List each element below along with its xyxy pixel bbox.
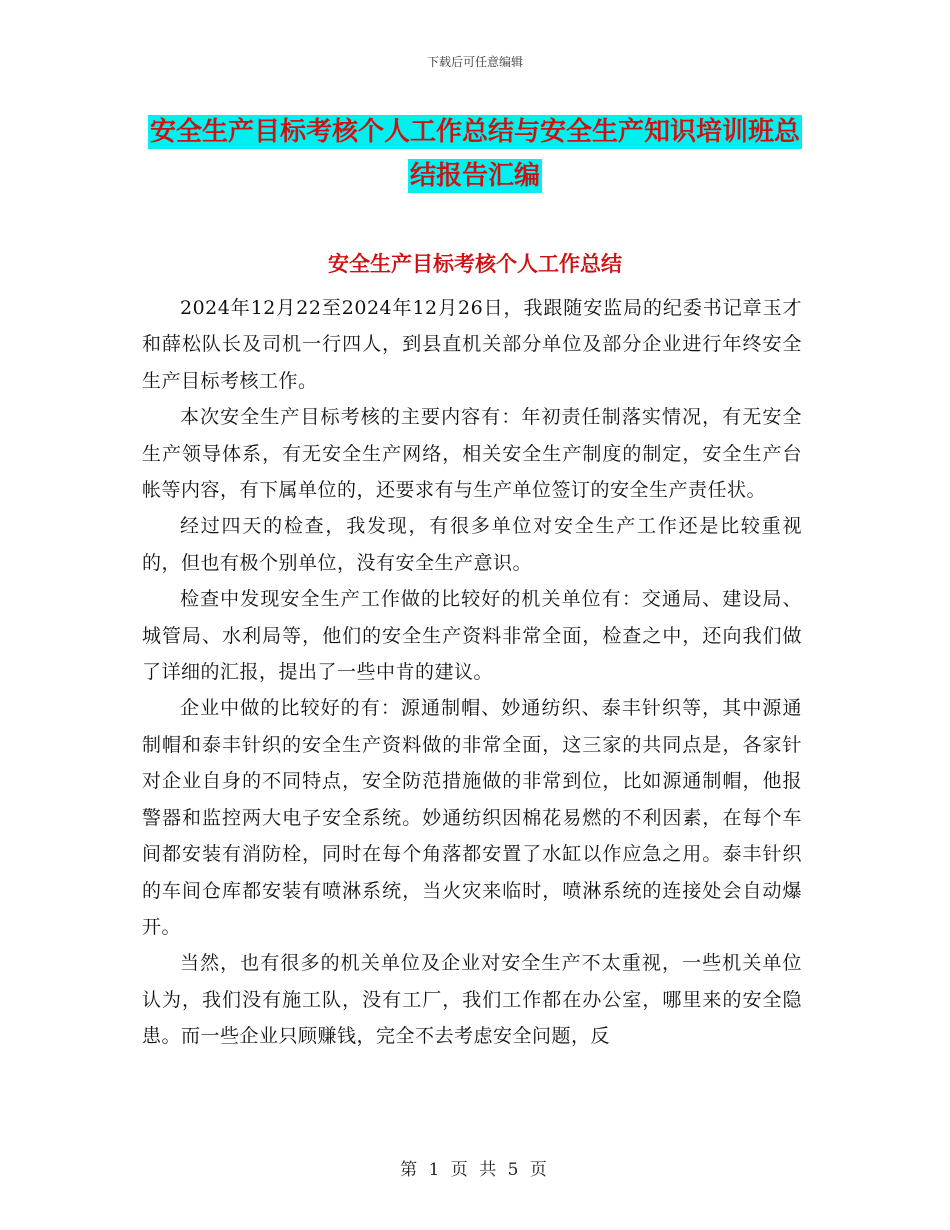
page-number-footer: 第 1 页 共 5 页 bbox=[400, 1160, 550, 1180]
paragraph: 企业中做的比较好的有：源通制帽、妙通纺织、泰丰针织等，其中源通制帽和泰丰针织的安全生产资料做的非常全面，这三家的共同点是，各家针对企业自身的不同特点，安全防范措施做的非常到位，比如源通制帽，他报警器和监控两大电子安全系统。妙通纺织因棉花易燃的不利因素，在每个车间都安装有消防栓，同时在每个角落都安置了水缸以作应急之用。泰丰针织的车间仓库都安装有喷淋系统，当火灾来临时，喷淋系统的连接处会自动爆开。 bbox=[142, 697, 802, 938]
section-title: 安全生产目标考核个人工作总结 bbox=[328, 252, 622, 276]
paragraph: 检查中发现安全生产工作做的比较好的机关单位有：交通局、建设局、城管局、水利局等，他们的安全生产资料非常全面，检查之中，还向我们做了详细的汇报，提出了一些中肯的建议。 bbox=[142, 588, 802, 684]
paragraph: 2024年12月22至2024年12月26日，我跟随安监局的纪委书记章玉才和薛松队长及司机一行四人，到县直机关部分单位及部分企业进行年终安全生产目标考核工作。 bbox=[142, 297, 802, 392]
paragraph: 本次安全生产目标考核的主要内容有：年初责任制落实情况，有无安全生产领导体系，有无安全生产网络，相关安全生产制度的制定，安全生产台帐等内容，有下属单位的，还要求有与生产单位签订的安全生产责任状。 bbox=[142, 406, 802, 502]
document-title bbox=[140, 110, 810, 198]
page-header-note: 下载后可任意编辑 bbox=[426, 55, 523, 69]
document-title-text: 安全生产目标考核个人工作总结与安全生产知识培训班总结报告汇编 bbox=[149, 117, 800, 191]
document-body bbox=[142, 290, 802, 1055]
paragraph: 经过四天的检查，我发现，有很多单位对安全生产工作还是比较重视的，但也有极个别单位，没有安全生产意识。 bbox=[142, 515, 802, 574]
paragraph: 当然，也有很多的机关单位及企业对安全生产不太重视，一些机关单位认为，我们没有施工队，没有工厂，我们工作都在办公室，哪里来的安全隐患。而一些企业只顾赚钱，完全不去考虑安全问题，反 bbox=[142, 952, 802, 1048]
